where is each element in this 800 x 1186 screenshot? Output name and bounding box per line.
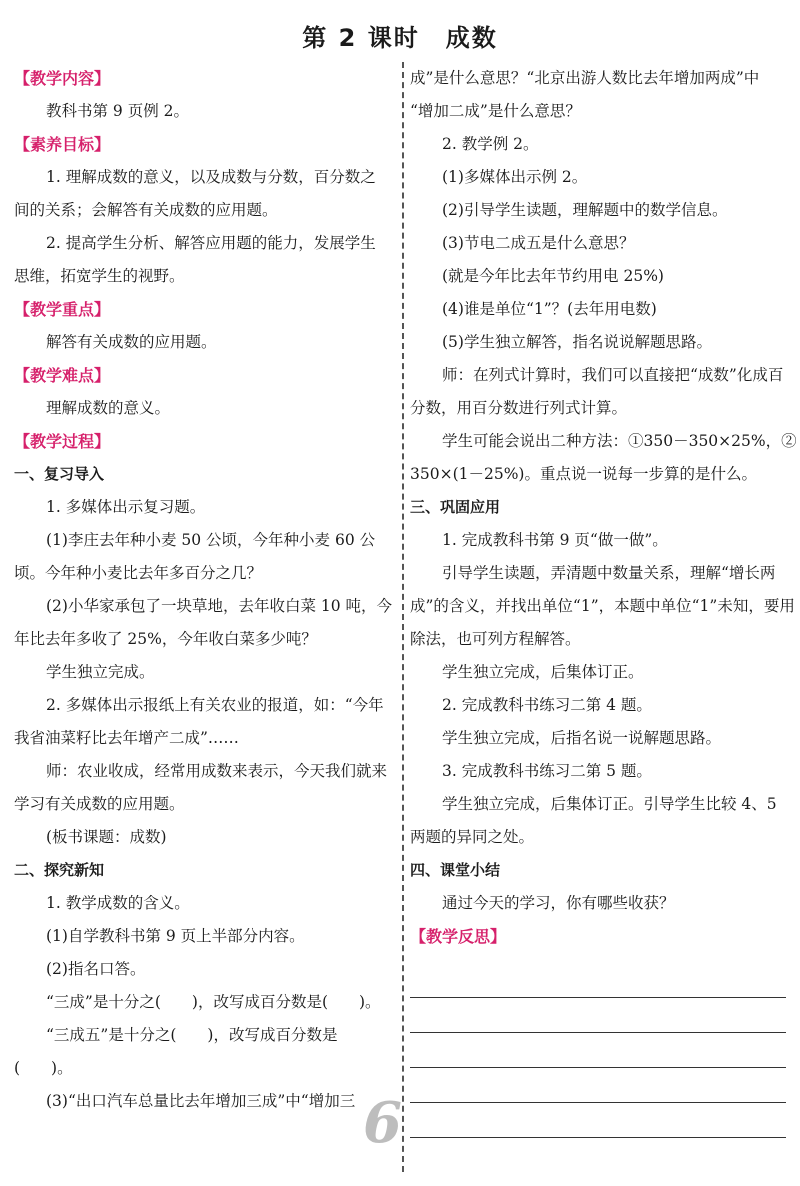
page-number: 6: [363, 1090, 402, 1156]
text-line: “三成五”是十分之( )，改写成百分数是: [46, 1026, 338, 1044]
text-line: 2. 完成教科书练习二第 4 题。: [442, 696, 652, 714]
section-heading: 【素养目标】: [14, 135, 111, 154]
text-line: (板书课题：成数): [46, 828, 167, 846]
text-line: “三成”是十分之( )，改写成百分数是( )。: [46, 993, 381, 1011]
reflection-line[interactable]: [410, 998, 786, 1033]
text-line: 解答有关成数的应用题。: [46, 333, 217, 351]
text-line: 年比去年多收了 25%，今年收白菜多少吨？: [14, 630, 317, 648]
text-line: 学习有关成数的应用题。: [14, 795, 185, 813]
text-line: (4)谁是单位“1”？(去年用电数): [442, 300, 657, 318]
text-line: (5)学生独立解答，指名说说解题思路。: [442, 333, 712, 351]
text-line: 1. 理解成数的意义，以及成数与分数，百分数之: [46, 168, 376, 186]
lesson-topic: 成数: [445, 24, 498, 52]
text-line: 通过今天的学习，你有哪些收获？: [442, 894, 675, 912]
text-line: 引导学生读题，弄清题中数量关系，理解“增长两: [442, 564, 776, 582]
column-divider: [402, 62, 404, 1172]
text-line: 1. 教学成数的含义。: [46, 894, 190, 912]
subsection-heading: 四、课堂小结: [410, 861, 501, 879]
text-line: 学生独立完成。: [46, 663, 155, 681]
text-line: 2. 多媒体出示报纸上有关农业的报道，如：“今年: [46, 696, 384, 714]
text-line: (1)自学教科书第 9 页上半部分内容。: [46, 927, 305, 945]
text-line: 我省油菜籽比去年增产二成”……: [14, 729, 239, 747]
reflection-line[interactable]: [410, 1068, 786, 1103]
subsection-heading: 一、复习导入: [14, 465, 105, 483]
text-line: 1. 多媒体出示复习题。: [46, 498, 206, 516]
text-line: (1)多媒体出示例 2。: [442, 168, 588, 186]
text-line: (3)节电二成五是什么意思？: [442, 234, 635, 252]
text-line: 理解成数的意义。: [46, 399, 171, 417]
text-line: (2)指名口答。: [46, 960, 146, 978]
left-column: [14, 62, 398, 1118]
text-line: 学生可能会说出二种方法：①350－350×25%，②: [442, 432, 797, 450]
section-heading: 【教学内容】: [14, 69, 111, 88]
text-line: 顷。今年种小麦比去年多百分之几？: [14, 564, 263, 582]
text-line: 2. 教学例 2。: [442, 135, 539, 153]
text-line: 两题的异同之处。: [410, 828, 535, 846]
text-line: 师：农业收成，经常用成数来表示，今天我们就来: [46, 762, 388, 780]
subsection-heading: 二、探究新知: [14, 861, 105, 879]
text-line: 350×(1－25%)。重点说一说每一步算的是什么。: [410, 465, 757, 483]
text-line: 除法，也可列方程解答。: [410, 630, 581, 648]
subsection-heading: 三、巩固应用: [410, 498, 501, 516]
text-line: 学生独立完成，后集体订正。引导学生比较 4、5: [442, 795, 777, 813]
section-heading: 【教学反思】: [410, 927, 507, 946]
page-title: [0, 18, 800, 53]
text-line: (1)李庄去年种小麦 50 公顷，今年种小麦 60 公: [46, 531, 376, 549]
lesson-number: 第 2 课时: [302, 24, 420, 52]
text-line: “增加二成”是什么意思？: [410, 102, 581, 120]
reflection-lines[interactable]: [410, 953, 786, 1138]
text-line: 成”的含义，并找出单位“1”，本题中单位“1”未知，要用: [410, 597, 795, 615]
text-line: 学生独立完成，后指名说一说解题思路。: [442, 729, 722, 747]
reflection-line[interactable]: [410, 963, 786, 998]
text-line: 间的关系；会解答有关成数的应用题。: [14, 201, 278, 219]
text-line: 思维，拓宽学生的视野。: [14, 267, 185, 285]
text-line: 1. 完成教科书第 9 页“做一做”。: [442, 531, 668, 549]
text-line: 成”是什么意思？“北京出游人数比去年增加两成”中: [410, 69, 760, 87]
reflection-line[interactable]: [410, 1033, 786, 1068]
text-line: (2)引导学生读题，理解题中的数学信息。: [442, 201, 728, 219]
text-line: (就是今年比去年节约用电 25%): [442, 267, 664, 285]
text-line: (3)“出口汽车总量比去年增加三成”中“增加三: [46, 1092, 356, 1110]
reflection-line[interactable]: [410, 1103, 786, 1138]
section-heading: 【教学过程】: [14, 432, 111, 451]
text-line: 教科书第 9 页例 2。: [46, 102, 190, 120]
section-heading: 【教学重点】: [14, 300, 111, 319]
text-line: 学生独立完成，后集体订正。: [442, 663, 644, 681]
text-line: 分数，用百分数进行列式计算。: [410, 399, 628, 417]
text-line: ( )。: [14, 1059, 73, 1077]
right-column: [410, 62, 797, 1138]
right-column-lines: [410, 62, 797, 953]
text-line: 师：在列式计算时，我们可以直接把“成数”化成百: [442, 366, 784, 384]
section-heading: 【教学难点】: [14, 366, 111, 385]
text-line: 3. 完成教科书练习二第 5 题。: [442, 762, 652, 780]
text-line: (2)小华家承包了一块草地，去年收白菜 10 吨，今: [46, 597, 393, 615]
text-line: 2. 提高学生分析、解答应用题的能力，发展学生: [46, 234, 376, 252]
